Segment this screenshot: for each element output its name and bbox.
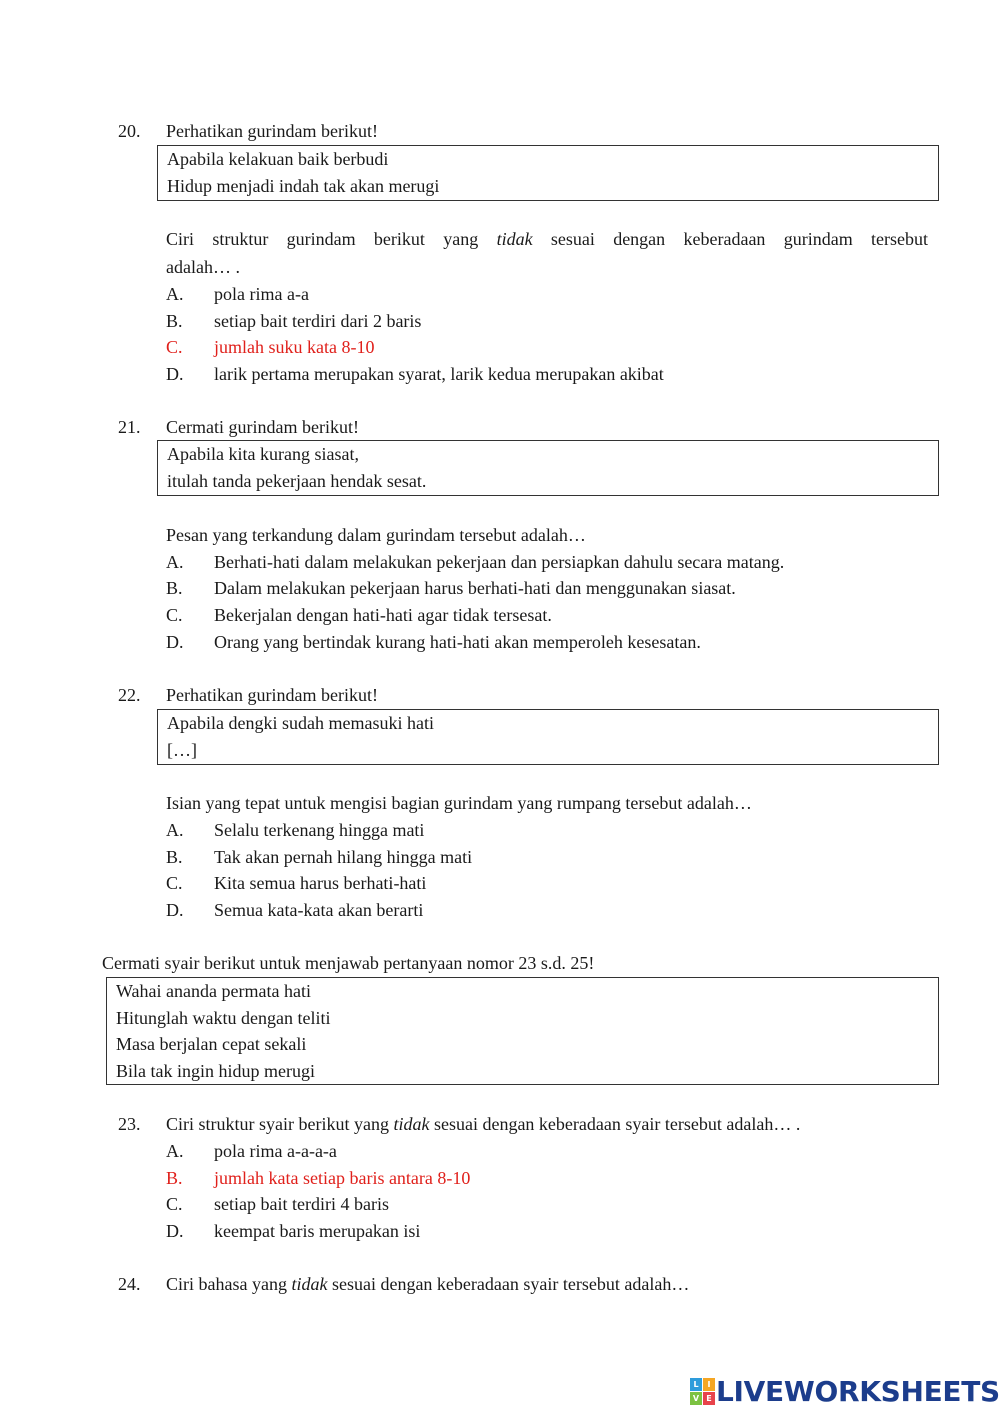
q23-question-post: sesuai dengan keberadaan syair tersebut adalah… . — [433, 1114, 801, 1134]
q22-option-d[interactable]: Semua kata-kata akan berarti — [214, 900, 424, 920]
q23-question — [166, 1113, 800, 1135]
syair-line-3: Masa berjalan cepat sekali — [116, 1034, 307, 1054]
logo-mark-l: L — [690, 1378, 702, 1391]
q22-question: Isian yang tepat untuk mengisi bagian gurindam yang rumpang tersebut adalah… — [166, 793, 752, 813]
q20-option-d[interactable]: larik pertama merupakan syarat, larik kedua merupakan akibat — [214, 364, 664, 384]
syair-line-4: Bila tak ingin hidup merugi — [116, 1061, 315, 1081]
q22-option-c[interactable]: Kita semua harus berhati-hati — [214, 873, 427, 893]
q23-option-a[interactable]: pola rima a-a-a-a — [214, 1141, 337, 1161]
logo-text: LIVEWORKSHEETS — [716, 1374, 1000, 1408]
q20-question-line2: adalah… . — [166, 257, 240, 277]
q20-prompt: Perhatikan gurindam berikut! — [166, 121, 378, 141]
q23-question-em: tidak — [393, 1114, 430, 1134]
logo-mark-e: E — [703, 1392, 715, 1405]
logo-mark-i: I — [703, 1378, 715, 1391]
q21-option-c[interactable]: Bekerjalan dengan hati-hati agar tidak tersesat. — [214, 605, 552, 625]
q24-question-em: tidak — [291, 1274, 328, 1294]
q20-option-a-letter[interactable]: A. — [166, 284, 184, 304]
q21-option-c-letter[interactable]: C. — [166, 605, 183, 625]
q20-question-em: tidak — [496, 229, 533, 249]
q21-option-b-letter[interactable]: B. — [166, 578, 183, 598]
q22-option-a-letter[interactable]: A. — [166, 820, 184, 840]
q22-prompt: Perhatikan gurindam berikut! — [166, 685, 378, 705]
q21-box-line-1: Apabila kita kurang siasat, — [167, 444, 359, 464]
q20-question — [166, 226, 928, 253]
q23-option-b[interactable]: jumlah kata setiap baris antara 8-10 — [214, 1168, 471, 1188]
q21-box-line-2: itulah tanda pekerjaan hendak sesat. — [167, 471, 427, 491]
q23-number: 23. — [118, 1114, 141, 1134]
q24-question — [166, 1273, 689, 1295]
q23-option-c-letter[interactable]: C. — [166, 1194, 183, 1214]
q21-gurindam-box — [157, 440, 939, 496]
q24-number: 24. — [118, 1274, 141, 1294]
q21-option-a[interactable]: Berhati-hati dalam melakukan pekerjaan dan persiapkan dahulu secara matang. — [214, 552, 785, 572]
q20-question-pre: Ciri struktur gurindam berikut yang — [166, 229, 479, 249]
q20-gurindam-box — [157, 145, 939, 201]
q23-option-c[interactable]: setiap bait terdiri 4 baris — [214, 1194, 389, 1214]
q22-box-line-1: Apabila dengki sudah memasuki hati — [167, 713, 434, 733]
q22-option-d-letter[interactable]: D. — [166, 900, 184, 920]
q21-option-d-letter[interactable]: D. — [166, 632, 184, 652]
q21-question: Pesan yang terkandung dalam gurindam tersebut adalah… — [166, 525, 586, 545]
q20-option-d-letter[interactable]: D. — [166, 364, 184, 384]
syair-box — [106, 977, 939, 1085]
q21-option-a-letter[interactable]: A. — [166, 552, 184, 572]
q20-option-a[interactable]: pola rima a-a — [214, 284, 309, 304]
q22-option-a[interactable]: Selalu terkenang hingga mati — [214, 820, 425, 840]
q24-question-post: sesuai dengan keberadaan syair tersebut adalah… — [331, 1274, 690, 1294]
q20-box-line-1: Apabila kelakuan baik berbudi — [167, 149, 389, 169]
q23-option-d-letter[interactable]: D. — [166, 1221, 184, 1241]
liveworksheets-logo — [690, 1375, 1000, 1407]
q20-box-line-2: Hidup menjadi indah tak akan merugi — [167, 176, 440, 196]
q24-question-pre: Ciri bahasa yang — [166, 1274, 287, 1294]
syair-line-2: Hitunglah waktu dengan teliti — [116, 1008, 331, 1028]
q20-option-b[interactable]: setiap bait terdiri dari 2 baris — [214, 311, 422, 331]
syair-line-1: Wahai ananda permata hati — [116, 981, 311, 1001]
q23-option-b-letter[interactable]: B. — [166, 1168, 183, 1188]
q22-gurindam-box — [157, 709, 939, 765]
q22-option-b-letter[interactable]: B. — [166, 847, 183, 867]
q21-prompt: Cermati gurindam berikut! — [166, 417, 359, 437]
q21-option-b[interactable]: Dalam melakukan pekerjaan harus berhati-hati dan menggunakan siasat. — [214, 578, 736, 598]
q22-option-b[interactable]: Tak akan pernah hilang hingga mati — [214, 847, 473, 867]
q23-option-d[interactable]: keempat baris merupakan isi — [214, 1221, 421, 1241]
q20-option-c-letter[interactable]: C. — [166, 337, 183, 357]
q22-number: 22. — [118, 685, 141, 705]
q23-question-pre: Ciri struktur syair berikut yang — [166, 1114, 389, 1134]
q20-option-c[interactable]: jumlah suku kata 8-10 — [214, 337, 375, 357]
q20-number: 20. — [118, 121, 141, 141]
q22-box-line-2: […] — [167, 740, 197, 760]
logo-mark-icon — [690, 1378, 714, 1404]
q20-option-b-letter[interactable]: B. — [166, 311, 183, 331]
q21-number: 21. — [118, 417, 141, 437]
q22-option-c-letter[interactable]: C. — [166, 873, 183, 893]
logo-mark-v: V — [690, 1392, 702, 1405]
q21-option-d[interactable]: Orang yang bertindak kurang hati-hati akan memperoleh kesesatan. — [214, 632, 701, 652]
syair-intro: Cermati syair berikut untuk menjawab pertanyaan nomor 23 s.d. 25! — [102, 953, 595, 973]
q23-option-a-letter[interactable]: A. — [166, 1141, 184, 1161]
q20-question-post: sesuai dengan keberadaan gurindam tersebut — [550, 229, 929, 249]
